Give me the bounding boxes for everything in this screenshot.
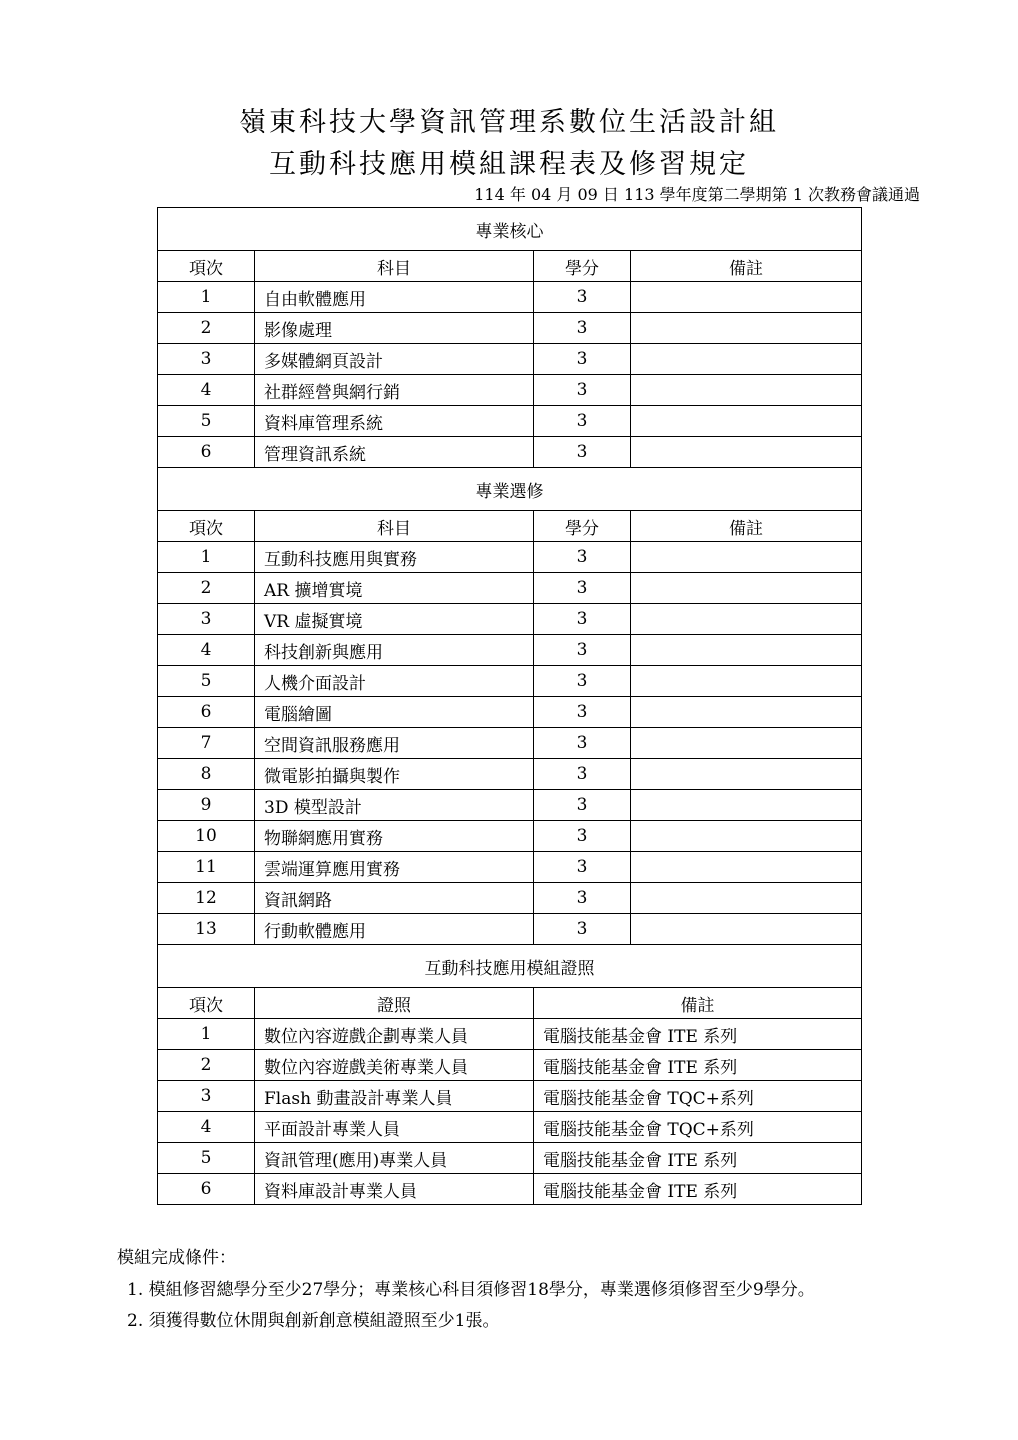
column-header: 學分 bbox=[534, 251, 631, 282]
item-number: 4 bbox=[158, 375, 255, 406]
item-number: 4 bbox=[158, 1112, 255, 1143]
note-cell bbox=[631, 282, 862, 313]
note-cell bbox=[631, 883, 862, 914]
certificate-note: 電腦技能基金會 ITE 系列 bbox=[534, 1174, 862, 1205]
subject-name: 微電影拍攝與製作 bbox=[255, 759, 534, 790]
table-row bbox=[158, 759, 862, 790]
section-core bbox=[158, 208, 862, 251]
table-row bbox=[158, 313, 862, 344]
table-row bbox=[158, 1019, 862, 1050]
item-number: 5 bbox=[158, 666, 255, 697]
table-row bbox=[158, 635, 862, 666]
item-number: 6 bbox=[158, 697, 255, 728]
subject-name: 資料庫管理系統 bbox=[255, 406, 534, 437]
item-number: 4 bbox=[158, 635, 255, 666]
note-cell bbox=[631, 852, 862, 883]
table-row bbox=[158, 1050, 862, 1081]
column-header: 備註 bbox=[534, 988, 862, 1019]
credit-value: 3 bbox=[534, 914, 631, 945]
subject-name: 社群經營與網行銷 bbox=[255, 375, 534, 406]
section-certificates bbox=[158, 945, 862, 988]
item-number: 3 bbox=[158, 344, 255, 375]
condition-item-1: 1. 模組修習總學分至少27學分；專業核心科目須修習18學分，專業選修須修習至少9學分。 bbox=[127, 1280, 815, 1300]
note-cell bbox=[631, 666, 862, 697]
item-number: 1 bbox=[158, 282, 255, 313]
subject-name: 互動科技應用與實務 bbox=[255, 542, 534, 573]
credit-value: 3 bbox=[534, 728, 631, 759]
column-header: 證照 bbox=[255, 988, 534, 1019]
certificate-note: 電腦技能基金會 TQC+系列 bbox=[534, 1081, 862, 1112]
note-cell bbox=[631, 344, 862, 375]
note-cell bbox=[631, 821, 862, 852]
subject-name: VR 虛擬實境 bbox=[255, 604, 534, 635]
subject-name: 電腦繪圖 bbox=[255, 697, 534, 728]
subject-name: 空間資訊服務應用 bbox=[255, 728, 534, 759]
table-row bbox=[158, 344, 862, 375]
document-title-line2: 互動科技應用模組課程表及修習規定 bbox=[269, 149, 749, 180]
item-number: 5 bbox=[158, 406, 255, 437]
note-cell bbox=[631, 313, 862, 344]
certificate-note: 電腦技能基金會 ITE 系列 bbox=[534, 1019, 862, 1050]
credit-value: 3 bbox=[534, 573, 631, 604]
certificate-note: 電腦技能基金會 ITE 系列 bbox=[534, 1143, 862, 1174]
item-number: 3 bbox=[158, 604, 255, 635]
credit-value: 3 bbox=[534, 635, 631, 666]
item-number: 5 bbox=[158, 1143, 255, 1174]
subject-name: AR 擴增實境 bbox=[255, 573, 534, 604]
approval-note: 114 年 04 月 09 日 113 學年度第二學期第 1 次教務會議通過 bbox=[474, 185, 920, 204]
subject-name: 影像處理 bbox=[255, 313, 534, 344]
column-header: 備註 bbox=[631, 251, 862, 282]
item-number: 11 bbox=[158, 852, 255, 883]
header-row bbox=[158, 251, 862, 282]
table-row bbox=[158, 852, 862, 883]
credit-value: 3 bbox=[534, 883, 631, 914]
subject-name: 科技創新與應用 bbox=[255, 635, 534, 666]
item-number: 12 bbox=[158, 883, 255, 914]
note-cell bbox=[631, 573, 862, 604]
section-title: 專業核心 bbox=[158, 208, 862, 251]
note-cell bbox=[631, 437, 862, 468]
section-elective bbox=[158, 468, 862, 511]
item-number: 9 bbox=[158, 790, 255, 821]
item-number: 3 bbox=[158, 1081, 255, 1112]
table-row bbox=[158, 573, 862, 604]
item-number: 1 bbox=[158, 542, 255, 573]
credit-value: 3 bbox=[534, 852, 631, 883]
table-row bbox=[158, 282, 862, 313]
credit-value: 3 bbox=[534, 282, 631, 313]
certificate-name: 資訊管理(應用)專業人員 bbox=[255, 1143, 534, 1174]
item-number: 2 bbox=[158, 313, 255, 344]
section-title: 互動科技應用模組證照 bbox=[158, 945, 862, 988]
table-row bbox=[158, 697, 862, 728]
table-row bbox=[158, 437, 862, 468]
credit-value: 3 bbox=[534, 666, 631, 697]
subject-name: 雲端運算應用實務 bbox=[255, 852, 534, 883]
table-row bbox=[158, 728, 862, 759]
header-row bbox=[158, 988, 862, 1019]
table-row bbox=[158, 821, 862, 852]
column-header: 科目 bbox=[255, 511, 534, 542]
table-row bbox=[158, 666, 862, 697]
credit-value: 3 bbox=[534, 604, 631, 635]
subject-name: 物聯網應用實務 bbox=[255, 821, 534, 852]
certificate-name: 資料庫設計專業人員 bbox=[255, 1174, 534, 1205]
subject-name: 人機介面設計 bbox=[255, 666, 534, 697]
item-number: 7 bbox=[158, 728, 255, 759]
note-cell bbox=[631, 635, 862, 666]
note-cell bbox=[631, 406, 862, 437]
course-table bbox=[157, 207, 862, 1205]
certificate-note: 電腦技能基金會 ITE 系列 bbox=[534, 1050, 862, 1081]
table-row bbox=[158, 1112, 862, 1143]
table-row bbox=[158, 604, 862, 635]
item-number: 2 bbox=[158, 573, 255, 604]
subject-name: 3D 模型設計 bbox=[255, 790, 534, 821]
conditions-heading: 模組完成條件： bbox=[117, 1248, 236, 1268]
note-cell bbox=[631, 604, 862, 635]
note-cell bbox=[631, 790, 862, 821]
credit-value: 3 bbox=[534, 759, 631, 790]
section-title: 專業選修 bbox=[158, 468, 862, 511]
item-number: 1 bbox=[158, 1019, 255, 1050]
table-row bbox=[158, 542, 862, 573]
column-header: 項次 bbox=[158, 251, 255, 282]
credit-value: 3 bbox=[534, 437, 631, 468]
condition-item-2: 2. 須獲得數位休閒與創新創意模組證照至少1張。 bbox=[127, 1311, 500, 1331]
subject-name: 管理資訊系統 bbox=[255, 437, 534, 468]
note-cell bbox=[631, 375, 862, 406]
column-header: 項次 bbox=[158, 511, 255, 542]
subject-name: 行動軟體應用 bbox=[255, 914, 534, 945]
note-cell bbox=[631, 759, 862, 790]
certificate-name: 數位內容遊戲美術專業人員 bbox=[255, 1050, 534, 1081]
table-row bbox=[158, 883, 862, 914]
credit-value: 3 bbox=[534, 542, 631, 573]
item-number: 10 bbox=[158, 821, 255, 852]
credit-value: 3 bbox=[534, 697, 631, 728]
subject-name: 自由軟體應用 bbox=[255, 282, 534, 313]
note-cell bbox=[631, 697, 862, 728]
subject-name: 資訊網路 bbox=[255, 883, 534, 914]
credit-value: 3 bbox=[534, 790, 631, 821]
credit-value: 3 bbox=[534, 313, 631, 344]
table-row bbox=[158, 375, 862, 406]
column-header: 項次 bbox=[158, 988, 255, 1019]
note-cell bbox=[631, 542, 862, 573]
credit-value: 3 bbox=[534, 375, 631, 406]
item-number: 13 bbox=[158, 914, 255, 945]
column-header: 科目 bbox=[255, 251, 534, 282]
credit-value: 3 bbox=[534, 821, 631, 852]
table-row bbox=[158, 914, 862, 945]
credit-value: 3 bbox=[534, 344, 631, 375]
note-cell bbox=[631, 728, 862, 759]
certificate-name: Flash 動畫設計專業人員 bbox=[255, 1081, 534, 1112]
table-row bbox=[158, 1081, 862, 1112]
item-number: 6 bbox=[158, 437, 255, 468]
item-number: 2 bbox=[158, 1050, 255, 1081]
certificate-name: 數位內容遊戲企劃專業人員 bbox=[255, 1019, 534, 1050]
table-row bbox=[158, 1174, 862, 1205]
item-number: 8 bbox=[158, 759, 255, 790]
column-header: 學分 bbox=[534, 511, 631, 542]
item-number: 6 bbox=[158, 1174, 255, 1205]
note-cell bbox=[631, 914, 862, 945]
column-header: 備註 bbox=[631, 511, 862, 542]
certificate-name: 平面設計專業人員 bbox=[255, 1112, 534, 1143]
table-row bbox=[158, 406, 862, 437]
subject-name: 多媒體網頁設計 bbox=[255, 344, 534, 375]
certificate-note: 電腦技能基金會 TQC+系列 bbox=[534, 1112, 862, 1143]
credit-value: 3 bbox=[534, 406, 631, 437]
document-title-line1: 嶺東科技大學資訊管理系數位生活設計組 bbox=[239, 107, 779, 138]
table-row bbox=[158, 790, 862, 821]
table-row bbox=[158, 1143, 862, 1174]
header-row bbox=[158, 511, 862, 542]
